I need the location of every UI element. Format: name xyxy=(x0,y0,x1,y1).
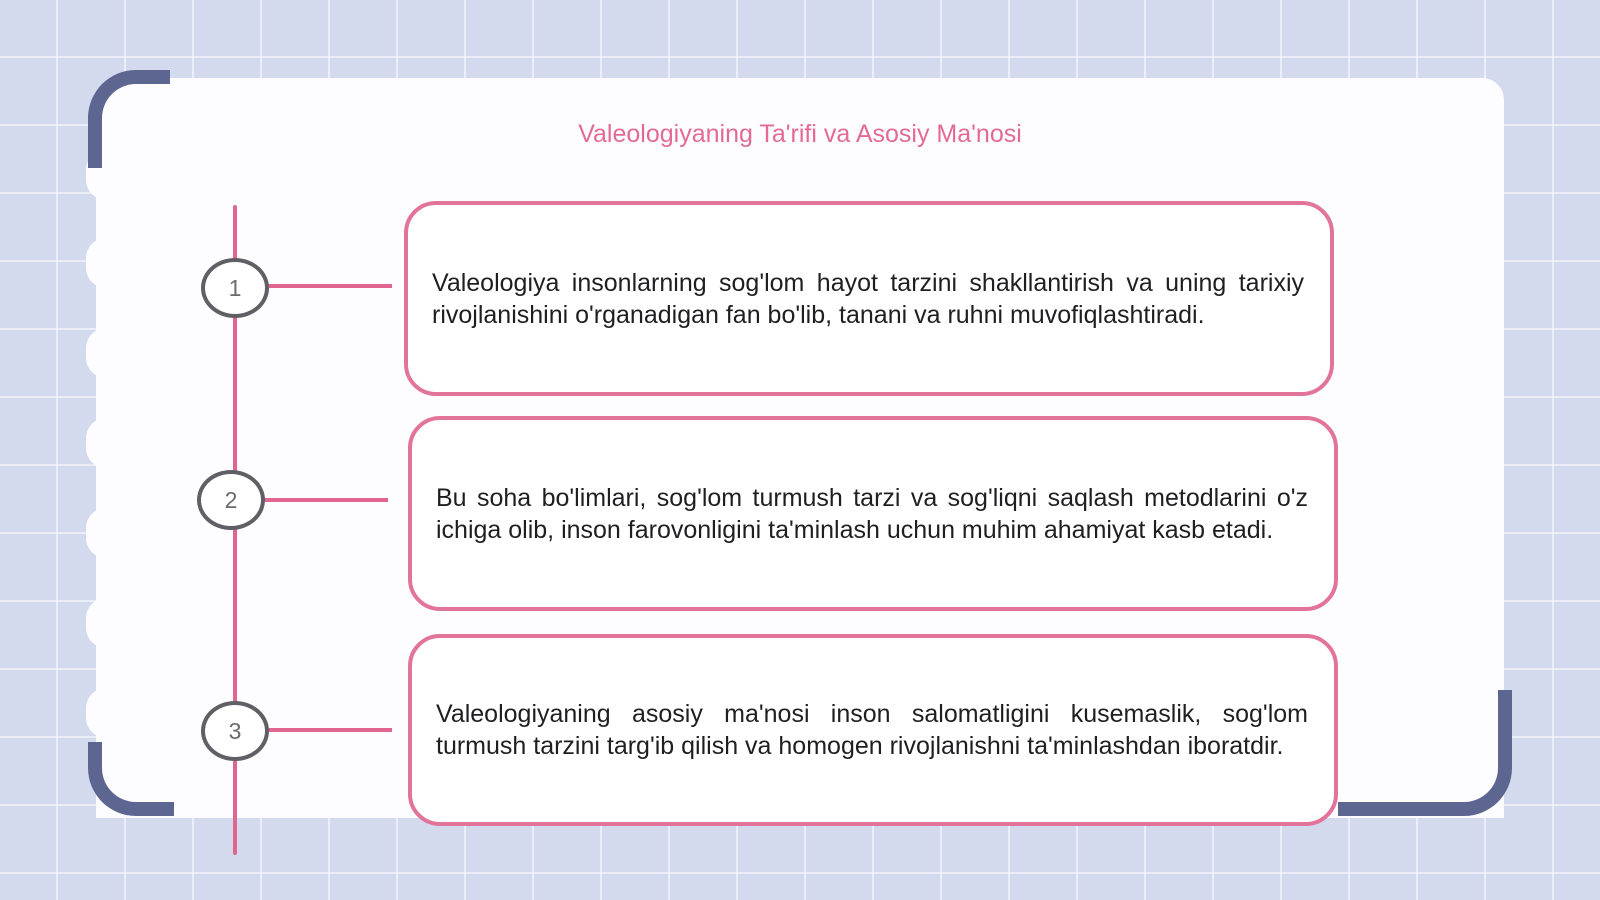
step-marker-1: 1 xyxy=(201,258,269,318)
paper-edge-bump xyxy=(86,238,126,288)
card-text-1: Valeologiya insonlarning sog'lom hayot tarzini shakllantirish va uning tarixiy rivojlanishini o'rganadigan fan bo'lib, tanani va ruhni muvofiqlashtiradi. xyxy=(432,268,1304,329)
slide-title: Valeologiyaning Ta'rifi va Asosiy Ma'nosi xyxy=(578,120,1022,148)
card-text-2: Bu soha bo'limlari, sog'lom turmush tarzi va sog'liqni saqlash metodlarini o'z ichiga olib, inson farovonligini ta'minlash uchun muhim ahamiyat kasb etadi. xyxy=(436,483,1308,544)
paper-edge-bump xyxy=(86,688,126,738)
step-marker-3: 3 xyxy=(201,701,269,761)
info-card-3 xyxy=(408,634,1338,826)
paper-edge-bump xyxy=(86,418,126,468)
card-text-3: Valeologiyaning asosiy ma'nosi inson salomatligini kusemaslik, sog'lom turmush tarzini targ'ib qilish va homogen rivojlanishni ta'minlashdan iboratdir. xyxy=(436,700,1308,760)
frame-corner-bottom-right xyxy=(1338,690,1512,816)
info-card-1 xyxy=(404,201,1334,396)
connector-line xyxy=(266,284,392,288)
connector-line xyxy=(266,728,392,732)
paper-edge-bump xyxy=(86,508,126,558)
step-marker-2: 2 xyxy=(197,470,265,530)
paper-edge-bump xyxy=(86,598,126,648)
frame-corner-top-left xyxy=(88,70,170,168)
paper-edge-bump xyxy=(86,328,126,378)
info-card-2 xyxy=(408,416,1338,611)
connector-line xyxy=(262,498,388,502)
